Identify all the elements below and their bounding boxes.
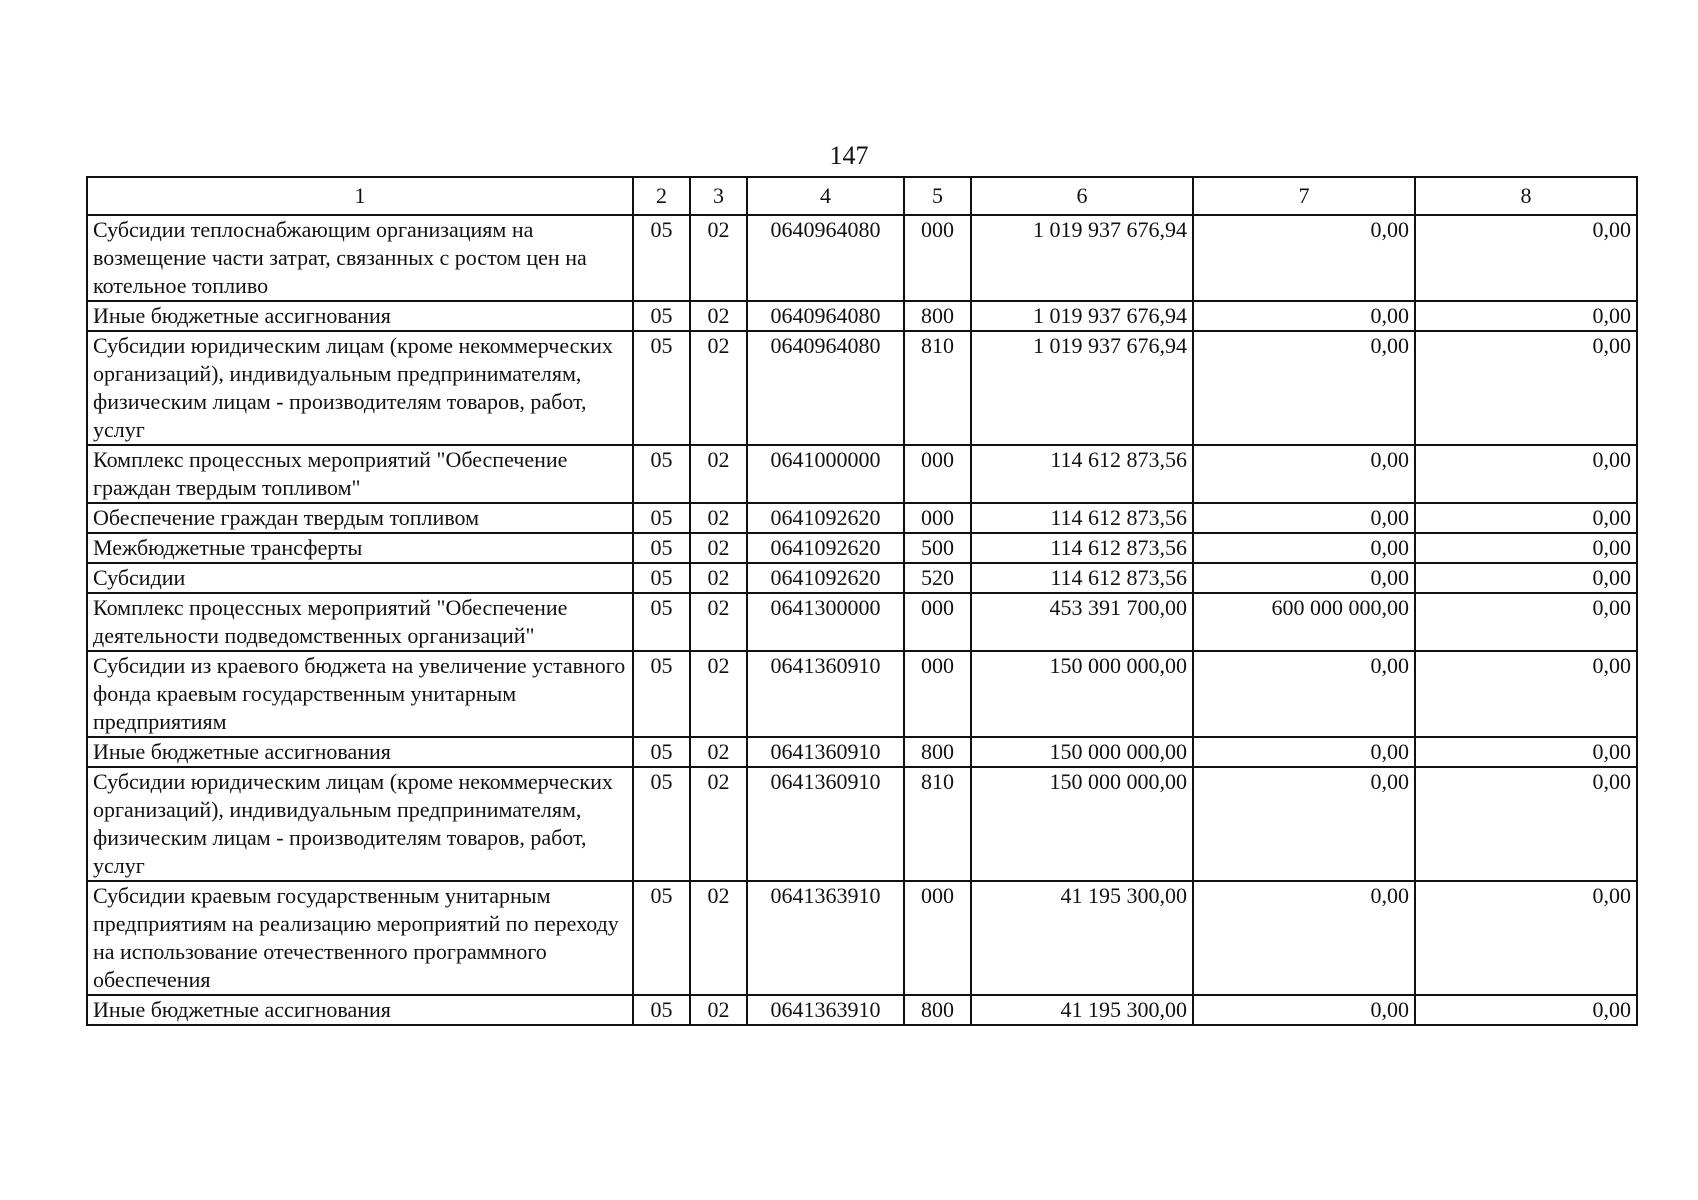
target-article-cell: 0641360910: [747, 737, 904, 767]
amount-col8-cell: 0,00: [1415, 533, 1637, 563]
header-cell: 5: [904, 177, 971, 215]
amount-col6-cell: 453 391 700,00: [971, 593, 1193, 651]
header-cell: 1: [87, 177, 633, 215]
amount-col8-cell: 0,00: [1415, 563, 1637, 593]
section-code-cell: 05: [633, 503, 690, 533]
amount-col8-cell: 0,00: [1415, 995, 1637, 1025]
subsection-code-cell: 02: [690, 301, 747, 331]
section-code-cell: 05: [633, 563, 690, 593]
section-code-cell: 05: [633, 533, 690, 563]
header-cell: 8: [1415, 177, 1637, 215]
table-row: [87, 593, 1637, 651]
amount-col6-cell: 41 195 300,00: [971, 881, 1193, 995]
row-name-cell: Субсидии: [87, 563, 633, 593]
header-cell: 6: [971, 177, 1193, 215]
subsection-code-cell: 02: [690, 331, 747, 445]
row-name-cell: Комплекс процессных мероприятий "Обеспечение граждан твердым топливом": [87, 445, 633, 503]
target-article-cell: 0640964080: [747, 301, 904, 331]
subsection-code-cell: 02: [690, 881, 747, 995]
budget-table: [86, 176, 1638, 1026]
amount-col6-cell: 150 000 000,00: [971, 651, 1193, 737]
amount-col6-cell: 1 019 937 676,94: [971, 301, 1193, 331]
header-row: [87, 177, 1637, 215]
target-article-cell: 0641092620: [747, 503, 904, 533]
table-row: [87, 767, 1637, 881]
subsection-code-cell: 02: [690, 533, 747, 563]
table-row: [87, 995, 1637, 1025]
section-code-cell: 05: [633, 881, 690, 995]
subsection-code-cell: 02: [690, 215, 747, 301]
amount-col8-cell: 0,00: [1415, 503, 1637, 533]
row-name-cell: Субсидии юридическим лицам (кроме некоммерческих организаций), индивидуальным предпринимателям, физическим лицам - производителям товаров, работ, услуг: [87, 767, 633, 881]
row-name-cell: Субсидии краевым государственным унитарным предприятиям на реализацию мероприятий по переходу на использование отечественного программного обеспечения: [87, 881, 633, 995]
subsection-code-cell: 02: [690, 767, 747, 881]
amount-col6-cell: 114 612 873,56: [971, 503, 1193, 533]
subsection-code-cell: 02: [690, 995, 747, 1025]
target-article-cell: 0641360910: [747, 767, 904, 881]
amount-col6-cell: 1 019 937 676,94: [971, 215, 1193, 301]
target-article-cell: 0641092620: [747, 563, 904, 593]
section-code-cell: 05: [633, 767, 690, 881]
amount-col6-cell: 114 612 873,56: [971, 445, 1193, 503]
header-cell: 4: [747, 177, 904, 215]
amount-col8-cell: 0,00: [1415, 881, 1637, 995]
expense-type-cell: 000: [904, 593, 971, 651]
amount-col8-cell: 0,00: [1415, 301, 1637, 331]
target-article-cell: 0641363910: [747, 881, 904, 995]
expense-type-cell: 000: [904, 881, 971, 995]
amount-col8-cell: 0,00: [1415, 445, 1637, 503]
section-code-cell: 05: [633, 301, 690, 331]
subsection-code-cell: 02: [690, 563, 747, 593]
amount-col7-cell: 600 000 000,00: [1193, 593, 1415, 651]
amount-col7-cell: 0,00: [1193, 503, 1415, 533]
expense-type-cell: 000: [904, 503, 971, 533]
section-code-cell: 05: [633, 331, 690, 445]
expense-type-cell: 000: [904, 215, 971, 301]
table-row: [87, 737, 1637, 767]
section-code-cell: 05: [633, 593, 690, 651]
table-body: [87, 215, 1637, 1025]
amount-col6-cell: 1 019 937 676,94: [971, 331, 1193, 445]
row-name-cell: Субсидии теплоснабжающим организациям на возмещение части затрат, связанных с ростом цен на котельное топливо: [87, 215, 633, 301]
amount-col7-cell: 0,00: [1193, 445, 1415, 503]
expense-type-cell: 800: [904, 301, 971, 331]
amount-col8-cell: 0,00: [1415, 737, 1637, 767]
expense-type-cell: 500: [904, 533, 971, 563]
row-name-cell: Комплекс процессных мероприятий "Обеспечение деятельности подведомственных организаций": [87, 593, 633, 651]
amount-col7-cell: 0,00: [1193, 215, 1415, 301]
target-article-cell: 0641360910: [747, 651, 904, 737]
expense-type-cell: 000: [904, 651, 971, 737]
amount-col8-cell: 0,00: [1415, 651, 1637, 737]
amount-col7-cell: 0,00: [1193, 995, 1415, 1025]
expense-type-cell: 000: [904, 445, 971, 503]
target-article-cell: 0640964080: [747, 215, 904, 301]
table-row: [87, 331, 1637, 445]
expense-type-cell: 810: [904, 331, 971, 445]
section-code-cell: 05: [633, 737, 690, 767]
section-code-cell: 05: [633, 651, 690, 737]
page-number: 147: [829, 141, 869, 170]
expense-type-cell: 800: [904, 995, 971, 1025]
amount-col8-cell: 0,00: [1415, 215, 1637, 301]
table-row: [87, 881, 1637, 995]
row-name-cell: Иные бюджетные ассигнования: [87, 737, 633, 767]
amount-col7-cell: 0,00: [1193, 767, 1415, 881]
row-name-cell: Межбюджетные трансферты: [87, 533, 633, 563]
target-article-cell: 0641092620: [747, 533, 904, 563]
amount-col7-cell: 0,00: [1193, 651, 1415, 737]
amount-col7-cell: 0,00: [1193, 331, 1415, 445]
amount-col6-cell: 114 612 873,56: [971, 563, 1193, 593]
target-article-cell: 0641363910: [747, 995, 904, 1025]
amount-col7-cell: 0,00: [1193, 533, 1415, 563]
header-cell: 2: [633, 177, 690, 215]
section-code-cell: 05: [633, 215, 690, 301]
row-name-cell: Субсидии юридическим лицам (кроме некоммерческих организаций), индивидуальным предпринимателям, физическим лицам - производителям товаров, работ, услуг: [87, 331, 633, 445]
amount-col7-cell: 0,00: [1193, 737, 1415, 767]
table-row: [87, 533, 1637, 563]
amount-col6-cell: 41 195 300,00: [971, 995, 1193, 1025]
amount-col6-cell: 150 000 000,00: [971, 737, 1193, 767]
amount-col8-cell: 0,00: [1415, 331, 1637, 445]
header-cell: 3: [690, 177, 747, 215]
amount-col6-cell: 114 612 873,56: [971, 533, 1193, 563]
row-name-cell: Обеспечение граждан твердым топливом: [87, 503, 633, 533]
expense-type-cell: 800: [904, 737, 971, 767]
target-article-cell: 0640964080: [747, 331, 904, 445]
table-row: [87, 301, 1637, 331]
table-row: [87, 563, 1637, 593]
expense-type-cell: 810: [904, 767, 971, 881]
row-name-cell: Иные бюджетные ассигнования: [87, 995, 633, 1025]
table-row: [87, 445, 1637, 503]
amount-col7-cell: 0,00: [1193, 563, 1415, 593]
table-row: [87, 215, 1637, 301]
target-article-cell: 0641000000: [747, 445, 904, 503]
subsection-code-cell: 02: [690, 737, 747, 767]
subsection-code-cell: 02: [690, 503, 747, 533]
amount-col8-cell: 0,00: [1415, 767, 1637, 881]
amount-col7-cell: 0,00: [1193, 301, 1415, 331]
header-cell: 7: [1193, 177, 1415, 215]
target-article-cell: 0641300000: [747, 593, 904, 651]
table-row: [87, 651, 1637, 737]
row-name-cell: Субсидии из краевого бюджета на увеличение уставного фонда краевым государственным унитарным предприятиям: [87, 651, 633, 737]
section-code-cell: 05: [633, 995, 690, 1025]
table-row: [87, 503, 1637, 533]
subsection-code-cell: 02: [690, 651, 747, 737]
amount-col8-cell: 0,00: [1415, 593, 1637, 651]
amount-col6-cell: 150 000 000,00: [971, 767, 1193, 881]
expense-type-cell: 520: [904, 563, 971, 593]
section-code-cell: 05: [633, 445, 690, 503]
amount-col7-cell: 0,00: [1193, 881, 1415, 995]
subsection-code-cell: 02: [690, 445, 747, 503]
subsection-code-cell: 02: [690, 593, 747, 651]
row-name-cell: Иные бюджетные ассигнования: [87, 301, 633, 331]
